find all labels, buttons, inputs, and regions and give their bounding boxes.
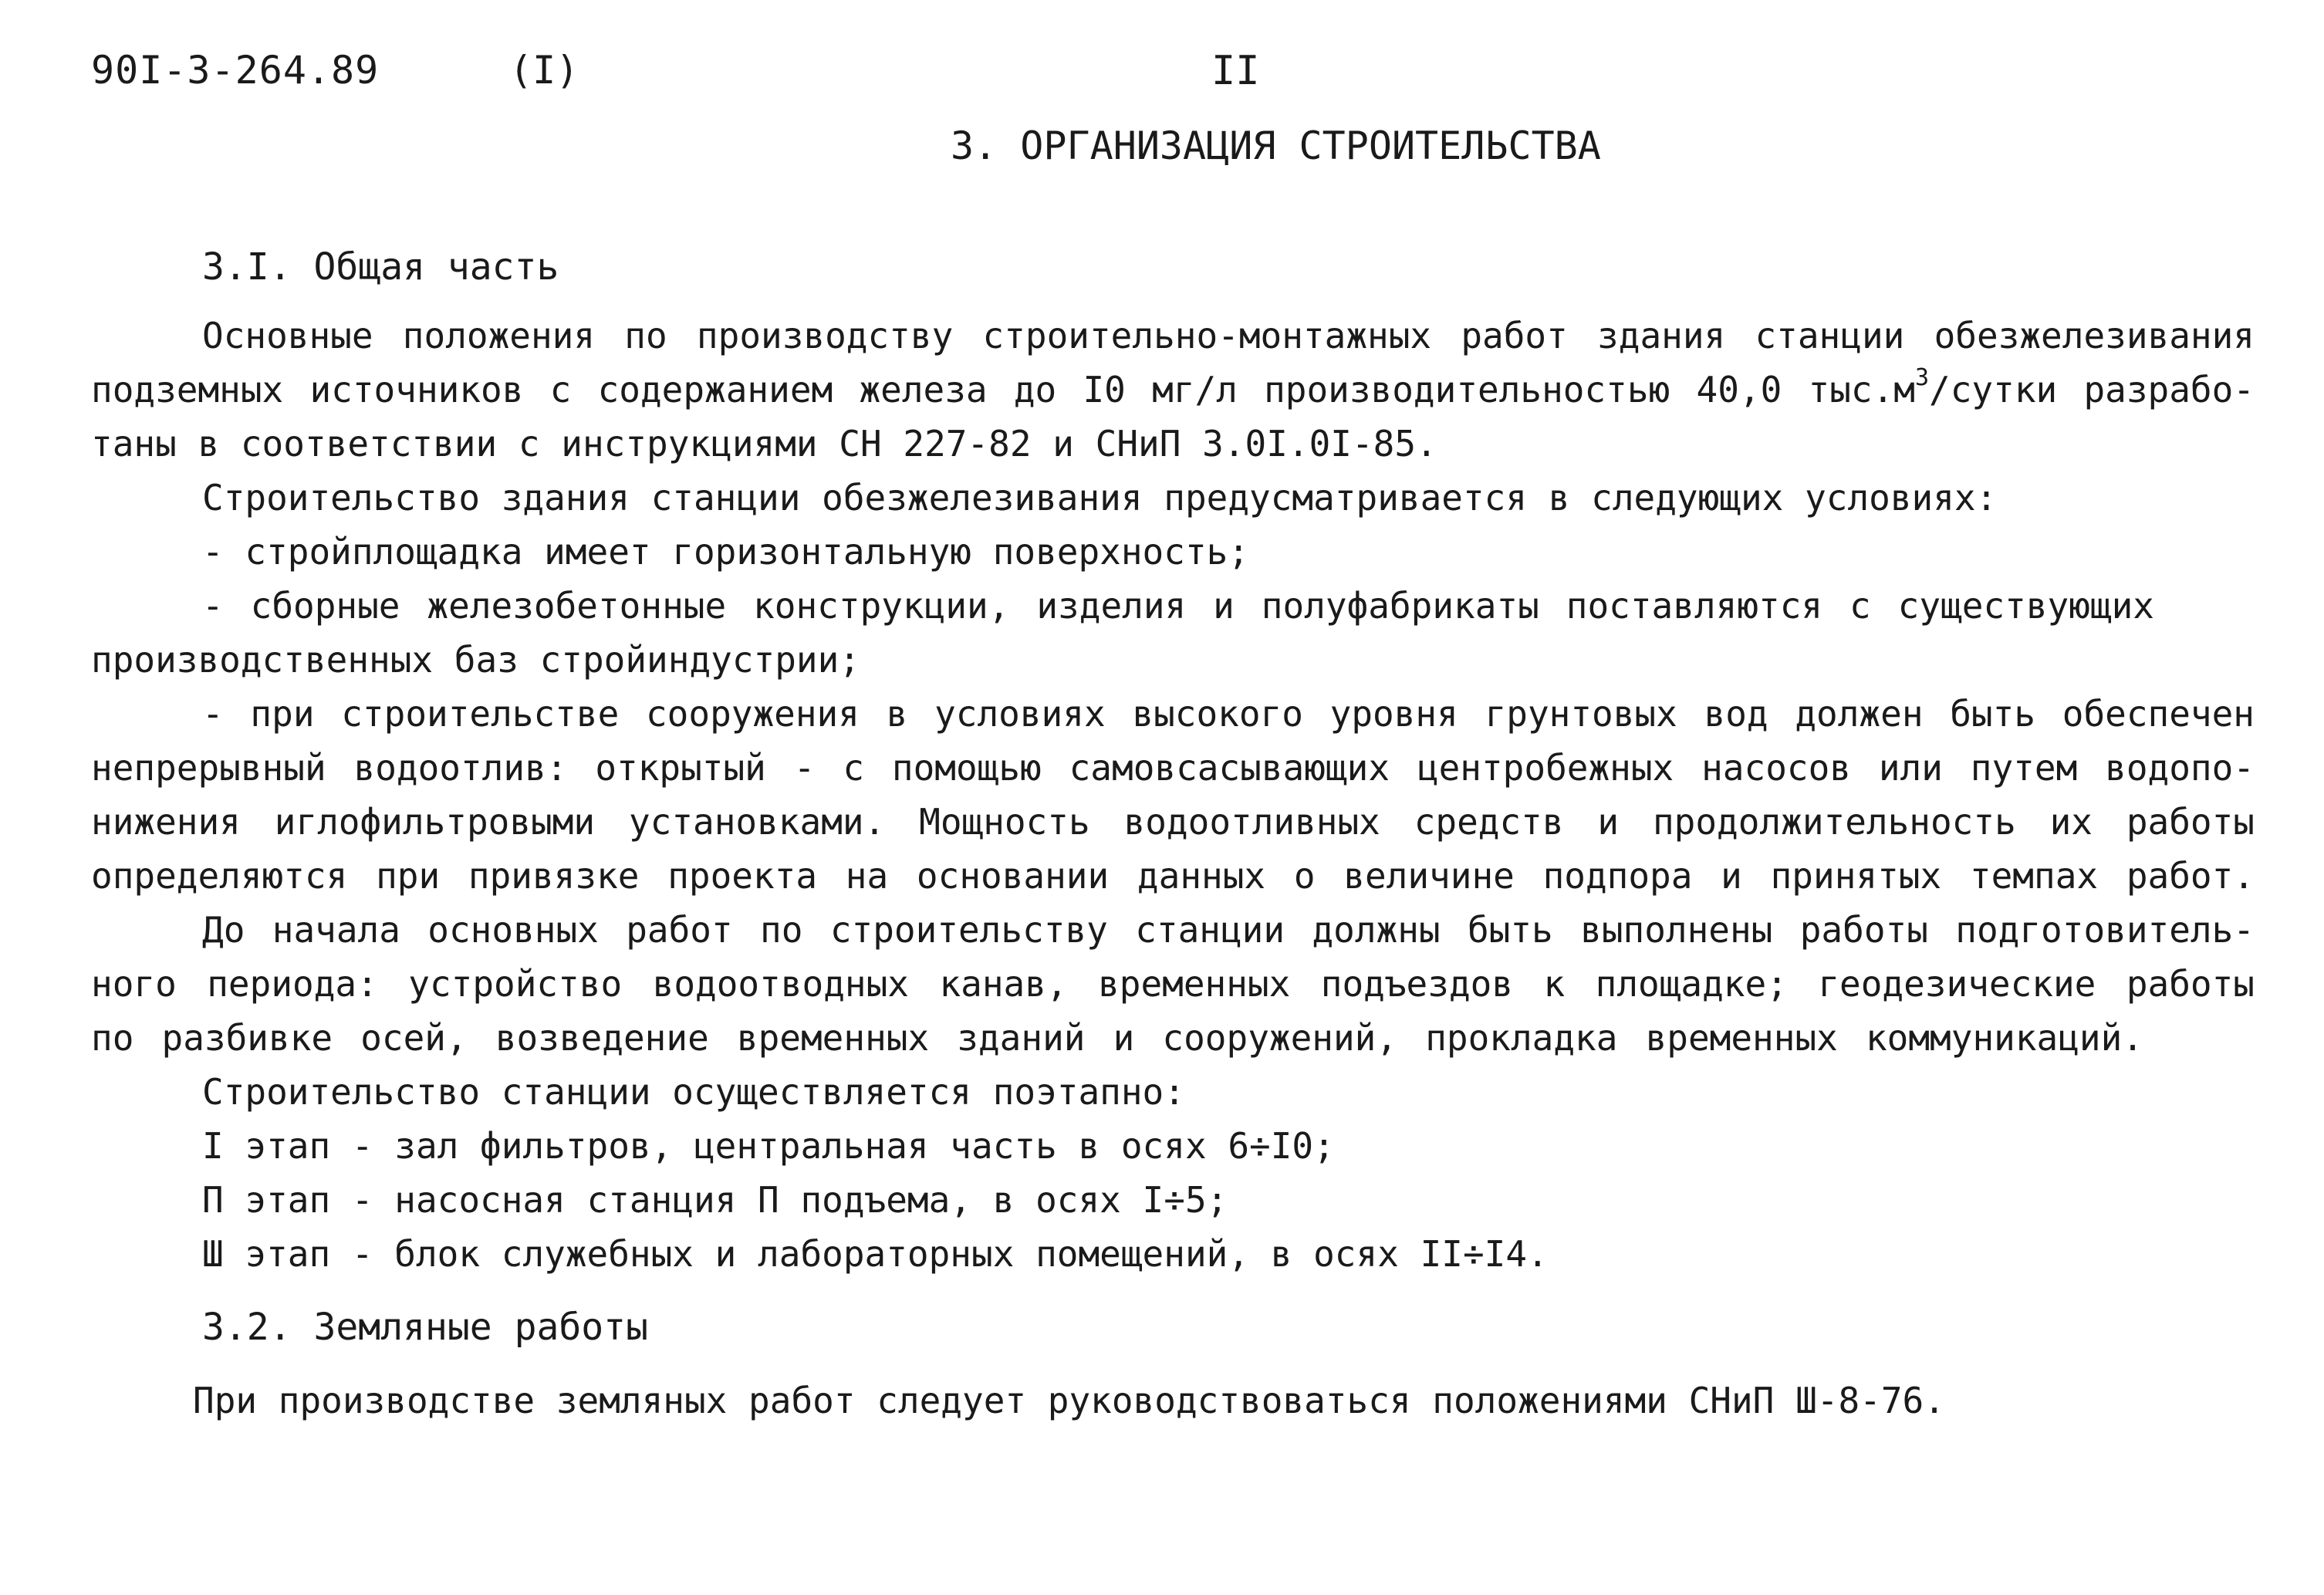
list-item: - при строительстве сооружения в условиях высокого уровня грунтовых вод должен быть обеспечен — [202, 693, 2255, 735]
stage-item: П этап - насосная станция П подъема, в осях I÷5; — [202, 1179, 1228, 1221]
list-item-continuation: непрерывный водоотлив: открытый - с помощью самовсасывающих центробежных насосов или путем водопо- — [91, 747, 2255, 789]
section-title: 3. ОРГАНИЗАЦИЯ СТРОИТЕЛЬСТВА — [951, 123, 1601, 168]
list-item: - сборные железобетонные конструкции, изделия и полуфабрикаты поставляются с существующих — [202, 585, 2154, 627]
stage-item: I этап - зал фильтров, центральная часть в осях 6÷I0; — [202, 1125, 1335, 1167]
paragraph-line: При производстве земляных работ следует руководствоваться положениями СНиП Ш-8-76. — [193, 1380, 1945, 1421]
stage-item: Ш этап - блок служебных и лабораторных помещений, в осях II÷I4. — [202, 1233, 1549, 1275]
paragraph-line: Основные положения по производству строительно-монтажных работ здания станции обезжелезивания — [202, 315, 2255, 357]
paragraph-line: Строительство здания станции обезжелезивания предусматривается в следующих условиях: — [202, 477, 1998, 519]
paragraph-line: ного периода: устройство водоотводных канав, временных подъездов к площадке; геодезические работы — [91, 963, 2255, 1005]
paragraph-line: таны в соответствии с инструкциями СН 227-82 и СНиП 3.0I.0I-85. — [91, 423, 1437, 465]
list-item-continuation: определяются при привязке проекта на основании данных о величине подпора и принятых темпах работ. — [91, 855, 2255, 897]
paragraph-line: подземных источников с содержанием железа до I0 мг/л производительностью 40,0 $тыс.м^3$/сутки разрабо- — [91, 364, 2255, 411]
paragraph-line: по разбивке осей, возведение временных зданий и сооружений, прокладка временных коммуникаций. — [91, 1017, 2143, 1059]
paragraph-line: Строительство станции осуществляется поэтапно: — [202, 1071, 1185, 1113]
list-item-continuation: производственных баз стройиндустрии; — [91, 639, 860, 681]
sheet-marker: (I) — [509, 48, 579, 93]
list-item-continuation: нижения иглофильтровыми установками. Мощность водоотливных средств и продолжительность их работы — [91, 801, 2255, 843]
paragraph-line: До начала основных работ по строительству станции должны быть выполнены работы подготовитель- — [202, 909, 2255, 951]
subsection-heading-3-2: 3.2. Земляные работы — [202, 1306, 648, 1349]
page-number: II — [1211, 48, 1260, 94]
document-code: 90I-3-264.89 — [91, 48, 380, 93]
list-item: - стройплощадка имеет горизонтальную поверхность; — [202, 531, 1250, 573]
subsection-heading-3-1: 3.I. Общая часть — [202, 245, 559, 289]
